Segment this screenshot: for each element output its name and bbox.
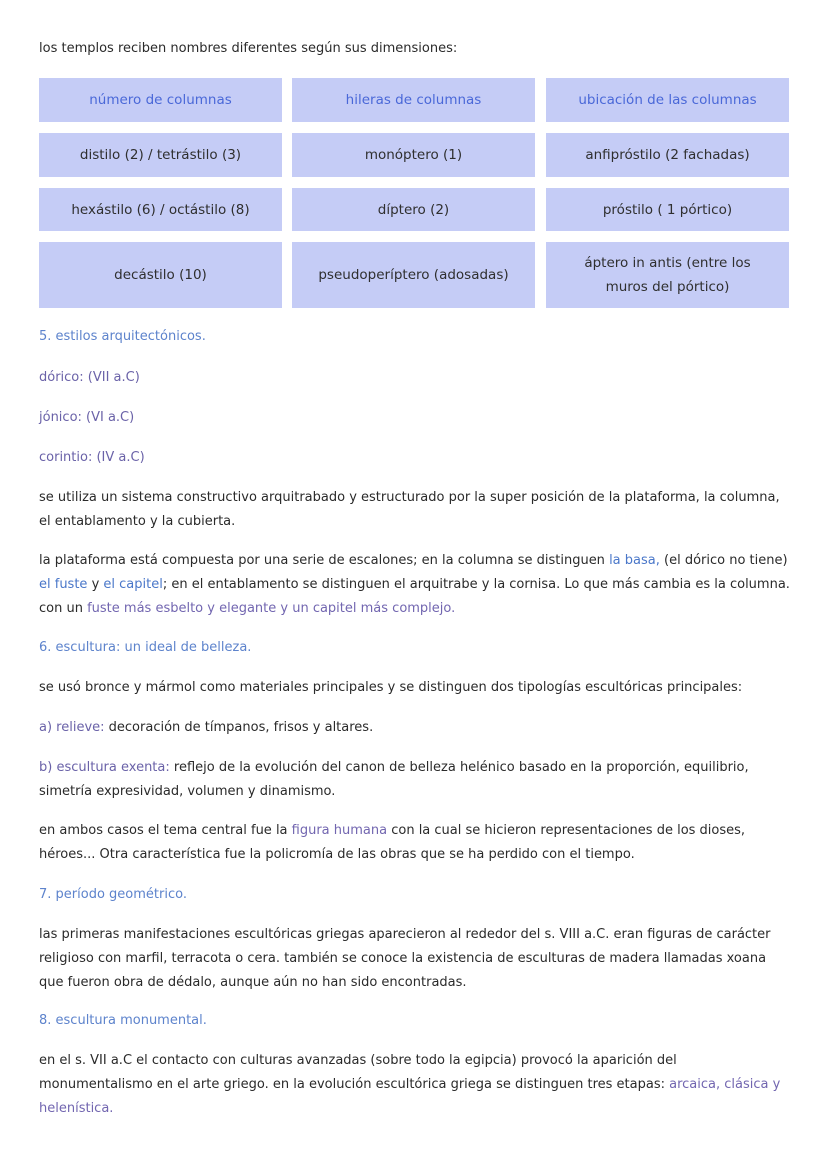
item-label: a) relieve:	[39, 720, 105, 735]
highlight-term: la basa,	[609, 553, 660, 568]
text-run: en ambos casos el tema central fue la	[39, 823, 292, 838]
highlight-term: el fuste	[39, 577, 88, 592]
item-label: b) escultura exenta:	[39, 760, 170, 775]
section-heading: 7. período geométrico.	[39, 887, 187, 902]
table-cell: anfipróstilo (2 fachadas)	[546, 133, 789, 177]
paragraph	[39, 549, 791, 621]
list-item	[39, 756, 791, 804]
style-doric: dórico: (VII a.C)	[39, 370, 140, 385]
paragraph	[39, 819, 791, 867]
table-header-cell: número de columnas	[39, 78, 282, 122]
text-run: decoración de tímpanos, frisos y altares.	[104, 720, 374, 735]
table-cell: pseudoperíptero (adosadas)	[292, 242, 535, 308]
style-corinthian: corintio: (IV a.C)	[39, 450, 145, 465]
paragraph: las primeras manifestaciones escultóricas griegas aparecieron al rededor del s. VIII a.C. eran figuras de carácter religioso con marfil, terracota o cera. también se conoce la existencia de esculturas de madera llamadas xoana que fueron obra de dédalo, aunque aún no han sido encontradas.	[39, 927, 771, 990]
section-heading: 8. escultura monumental.	[39, 1013, 207, 1028]
highlight-term: figura humana	[291, 823, 388, 838]
table-cell: díptero (2)	[292, 188, 535, 231]
table-cell: próstilo ( 1 pórtico)	[546, 188, 789, 231]
text-run: (el dórico no tiene)	[659, 553, 788, 568]
table-cell: monóptero (1)	[292, 133, 535, 177]
highlight-term: arcaica, clásica y helenística.	[39, 1077, 781, 1116]
text-run: con la cual se hicieron representaciones de los dioses, héroes... Otra característica fue la policromía de las obras que se ha perdido con el tiempo.	[39, 823, 746, 862]
highlight-term: el capitel	[103, 577, 163, 592]
section-heading: 5. estilos arquitectónicos.	[39, 329, 206, 344]
text-run: ; en el entablamento se distinguen el arquitrabe y la cornisa. Lo que más cambia es la columna. con un	[39, 577, 790, 616]
table-header-cell: ubicación de las columnas	[546, 78, 789, 122]
paragraph: se utiliza un sistema constructivo arquitrabado y estructurado por la super posición de la plataforma, la columna, el entablamento y la cubierta.	[39, 490, 780, 529]
table-cell: distilo (2) / tetrástilo (3)	[39, 133, 282, 177]
intro-text: los templos reciben nombres diferentes según sus dimensiones:	[39, 41, 458, 56]
text-run: reflejo de la evolución del canon de belleza helénico basado en la proporción, equilibrio, simetría expresividad, volumen y dinamismo.	[39, 760, 749, 799]
highlight-term: fuste más esbelto y elegante y un capitel más complejo.	[87, 601, 456, 616]
paragraph: se usó bronce y mármol como materiales principales y se distinguen dos tipologías escultóricas principales:	[39, 680, 743, 695]
table-cell: hexástilo (6) / octástilo (8)	[39, 188, 282, 231]
text-run: en el s. VII a.C el contacto con culturas avanzadas (sobre todo la egipcia) provocó la aparición del monumentalismo en el arte griego. en la evolución escultórica griega se distinguen tres etapas:	[39, 1053, 677, 1092]
text-run: y	[87, 577, 104, 592]
list-item	[39, 716, 791, 740]
section-heading: 6. escultura: un ideal de belleza.	[39, 640, 252, 655]
table-cell: áptero in antis (entre los muros del pórtico)	[546, 242, 789, 308]
table-header-cell: hileras de columnas	[292, 78, 535, 122]
text-run: la plataforma está compuesta por una serie de escalones; en la columna se distinguen	[39, 553, 610, 568]
table-cell: decástilo (10)	[39, 242, 282, 308]
paragraph	[39, 1049, 791, 1121]
style-ionic: jónico: (VI a.C)	[39, 410, 135, 425]
